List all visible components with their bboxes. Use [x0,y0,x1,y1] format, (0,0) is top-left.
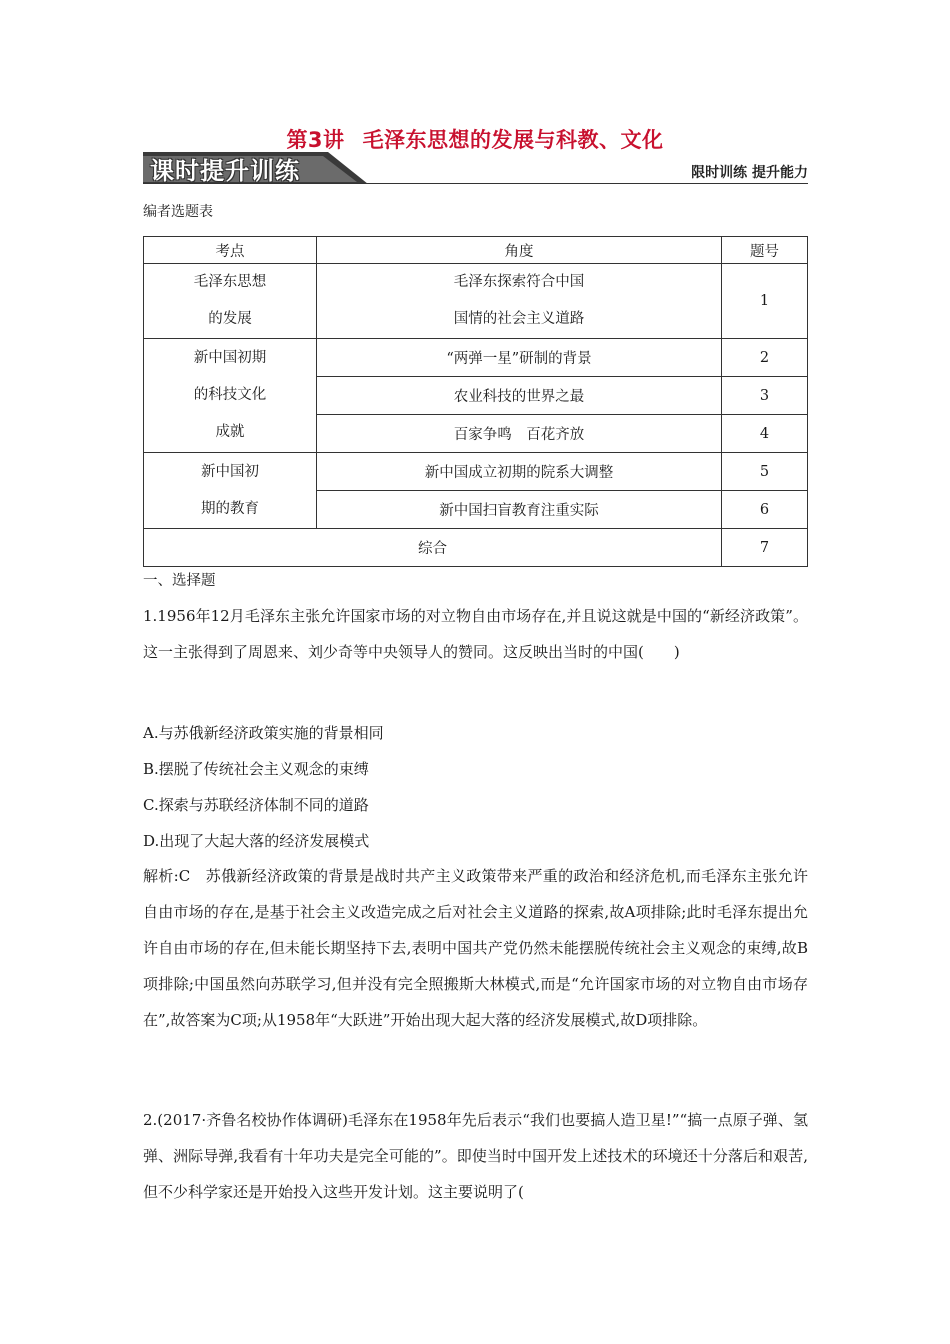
point-cell: 新中国初 期的教育 [144,453,317,529]
angle-cell: 毛泽东探索符合中国 国情的社会主义道路 [317,264,722,339]
table-row [144,339,808,377]
number-cell: 3 [722,377,808,415]
lesson-title: 毛泽东思想的发展与科教、文化 [362,128,664,152]
header-number: 题号 [722,237,808,264]
question-1-option-b: B.摆脱了传统社会主义观念的束缚 [143,760,369,778]
angle-cell: 新中国成立初期的院系大调整 [317,453,722,491]
header-angle: 角度 [317,237,722,264]
question-1-option-c: C.探索与苏联经济体制不同的道路 [143,796,369,814]
number-cell: 5 [722,453,808,491]
number-cell: 4 [722,415,808,453]
question-1-stem: 1.1956年12月毛泽东主张允许国家市场的对立物自由市场存在,并且说这就是中国的“新经济政策”。这一主张得到了周恩来、刘少奇等中央领导人的赞同。这反映出当时的中国( ) [143,607,808,661]
number-cell: 7 [722,529,808,567]
question-1-option-d: D.出现了大起大落的经济发展模式 [143,832,370,850]
point-cell: 毛泽东思想 的发展 [144,264,317,339]
angle-cell: “两弹一星”研制的背景 [317,339,722,377]
point-cell: 新中国初期 的科技文化 成就 [144,339,317,453]
table-row [144,264,808,339]
header-point: 考点 [144,237,317,264]
angle-cell: 百家争鸣 百花齐放 [317,415,722,453]
header-rule [143,183,808,184]
number-cell: 2 [722,339,808,377]
question-2-stem: 2.(2017·齐鲁名校协作体调研)毛泽东在1958年先后表示“我们也要搞人造卫星!”“搞一点原子弹、氢弹、洲际导弹,我看有十年功夫是完全可能的”。即使当时中国开发上述技术的环境还十分落后和艰苦,但不少科学家还是开始投入这些开发计划。这主要说明了( [143,1111,808,1201]
summary-cell: 综合 [144,529,722,567]
table-label: 编者选题表 [143,204,213,220]
question-1-option-a: A.与苏俄新经济政策实施的背景相同 [143,724,384,742]
question-1-analysis: 解析:C 苏俄新经济政策的背景是战时共产主义政策带来严重的政治和经济危机,而毛泽东主张允许自由市场的存在,是基于社会主义改造完成之后对社会主义道路的探索,故A项排除;此时毛泽东提出允许自由市场的存在,但未能长期坚持下去,表明中国共产党仍然未能摆脱传统社会主义观念的束缚,故B项排除;中国虽然向苏联学习,但并没有完全照搬斯大林模式,而是“允许国家市场的对立物自由市场存在”,故答案为C项;从1958年“大跃进”开始出现大起大落的经济发展模式,故D项排除。 [143,867,808,1029]
number-cell: 1 [722,264,808,339]
table-header-row [144,237,808,264]
table-row [144,453,808,491]
angle-cell: 新中国扫盲教育注重实际 [317,491,722,529]
table-row [144,529,808,567]
header-tagline: 限时训练 提升能力 [691,165,808,181]
selection-table [143,236,808,567]
number-cell: 6 [722,491,808,529]
lesson-number: 第3讲 [286,128,345,152]
banner-title: 课时提升训练 [150,157,300,185]
angle-cell: 农业科技的世界之最 [317,377,722,415]
section-title: 一、选择题 [143,573,216,589]
